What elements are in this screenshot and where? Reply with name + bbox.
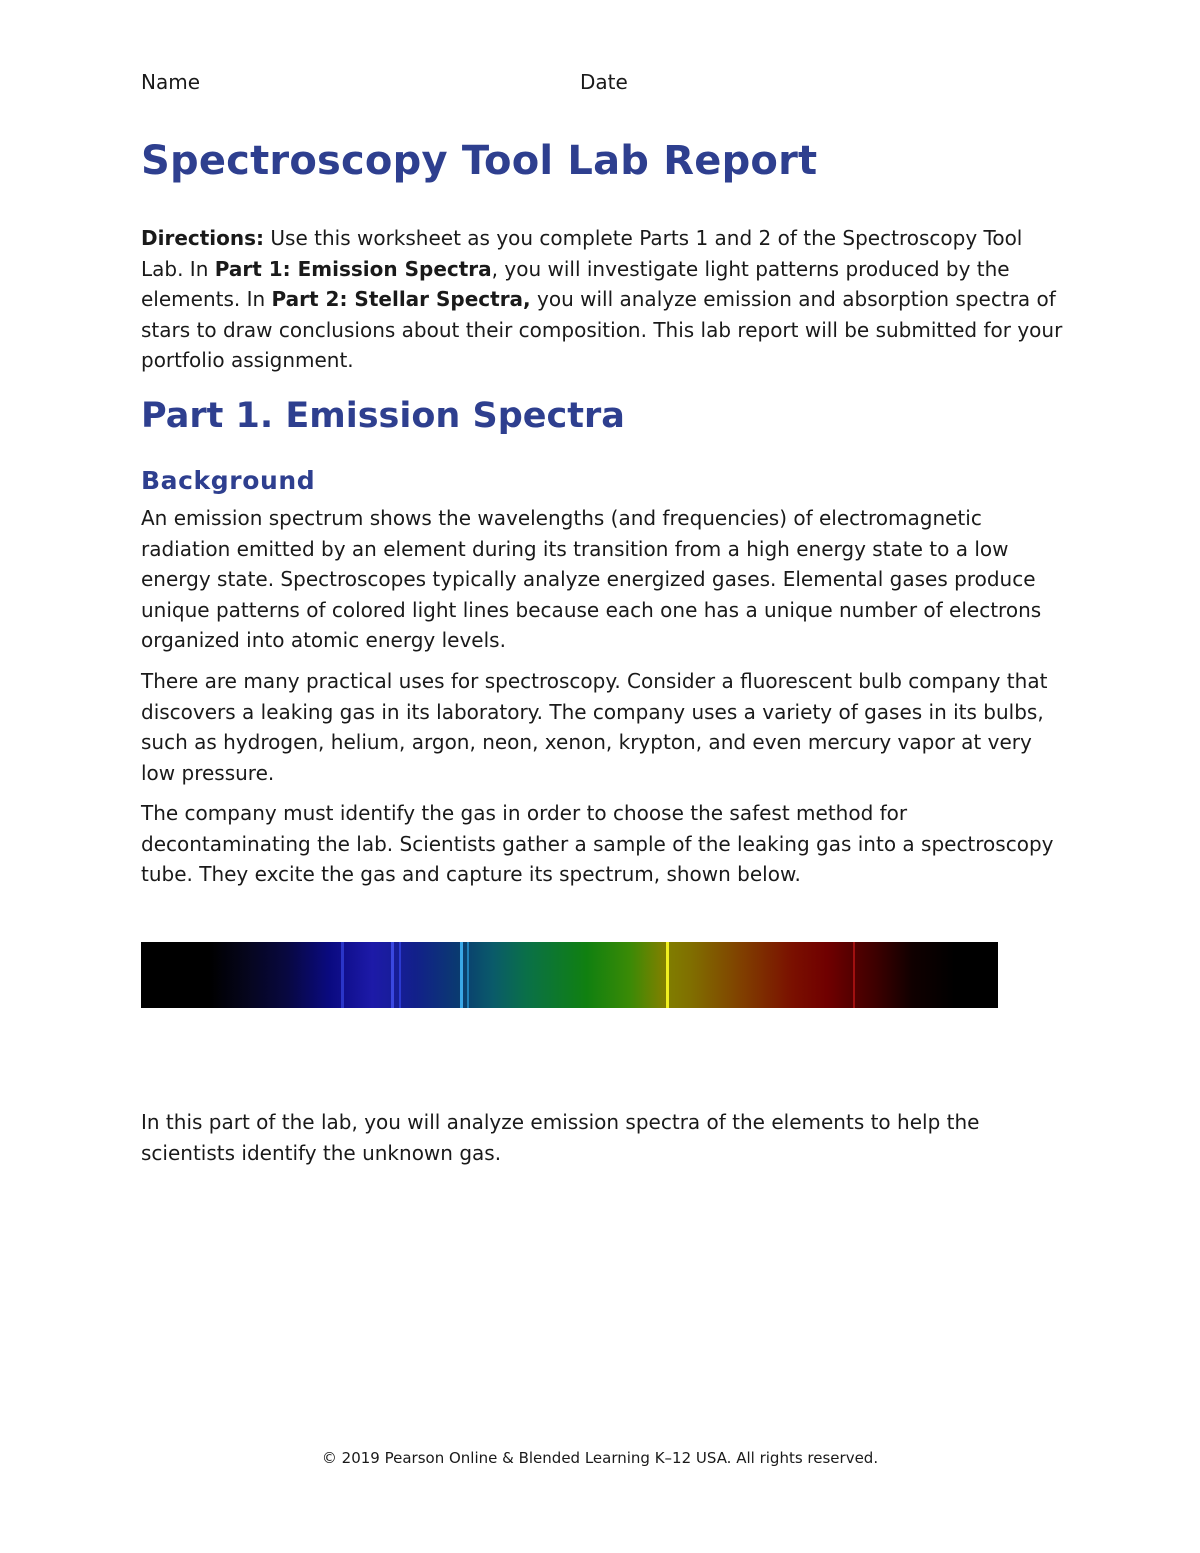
spectrum-line-red [853,942,855,1008]
directions-text-3: you will analyze emission and absorption spectra of stars to draw conclusions about their composition. This lab report will be submitted for your portfolio assignment. [141,287,1063,372]
background-paragraph-3: The company must identify the gas in order to choose the safest method for decontaminating the lab. Scientists gather a sample of the leaking gas into a spectroscopy tube. They excite the gas and capture its spectrum, shown below. [141,801,1054,886]
directions-paragraph [141,223,1071,376]
part1-heading: Part 1. Emission Spectra [141,396,625,436]
date-label: Date [580,70,628,94]
background-paragraph-1: An emission spectrum shows the wavelengths (and frequencies) of electromagnetic radiation emitted by an element during its transition from a high energy state to a low energy state. Spectroscopes typically analyze energized gases. Elemental gases produce unique patterns of colored light lines because each one has a unique number of electrons organized into atomic energy levels. [141,506,1042,652]
background-heading: Background [141,466,316,495]
spectrum-line-cyan-2 [467,942,469,1008]
directions-label: Directions: [141,226,265,250]
directions-part1: Part 1: Emission Spectra [214,256,492,281]
background-paragraph-2: There are many practical uses for spectroscopy. Consider a fluorescent bulb company that discovers a leaking gas in its laboratory. The company uses a variety of gases in its bulbs, such as hydrogen, helium, argon, neon, xenon, krypton, and even mercury vapor at very low pressure. [141,669,1048,785]
spectrum-line-blue-2 [391,942,394,1008]
name-label: Name [141,70,201,94]
directions-text-1: Use this worksheet as you complete Parts 1 and 2 of the Spectroscopy Tool Lab. In [141,226,1023,281]
page-title: Spectroscopy Tool Lab Report [141,138,818,184]
directions-part2: Part 2: Stellar Spectra, [271,287,531,311]
spectrum-line-blue-1 [341,942,344,1008]
emission-spectrum-image [141,942,998,1008]
spectrum-line-blue-3 [399,942,401,1008]
spectrum-line-cyan-1 [460,942,463,1008]
spectrum-line-yellow [666,942,669,1008]
copyright-footer: © 2019 Pearson Online & Blended Learning K–12 USA. All rights reserved. [321,1449,879,1467]
directions-text-2: , you will investigate light patterns produced by the elements. In [141,256,1010,311]
closing-paragraph: In this part of the lab, you will analyze emission spectra of the elements to help the scientists identify the unknown gas. [141,1110,980,1165]
